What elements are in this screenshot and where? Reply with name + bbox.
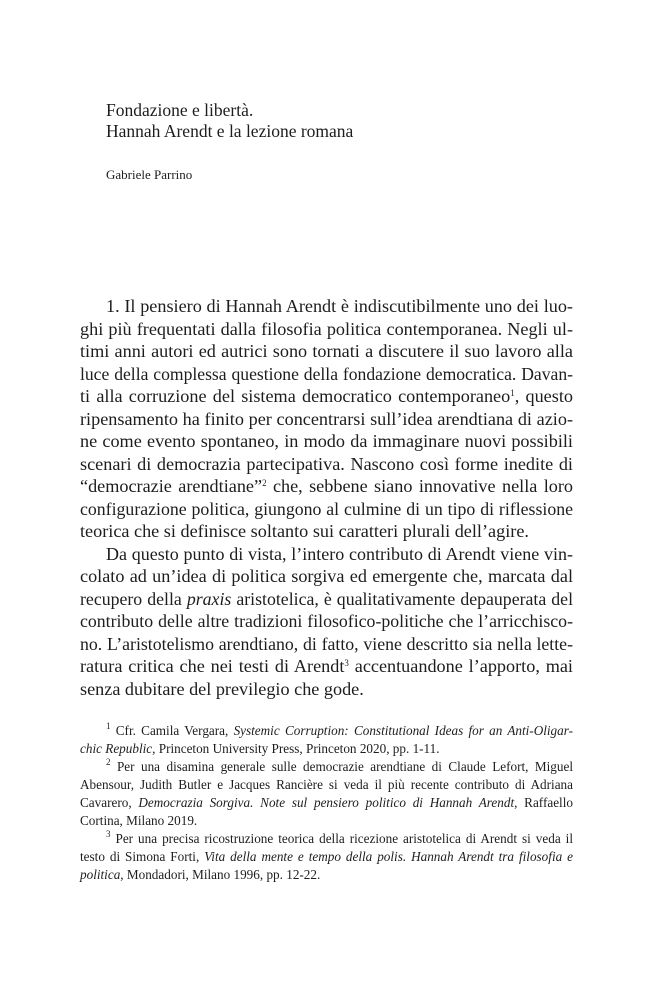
footnote-2-cont: Cavarero, Democrazia Sorgiva. Note sul pensiero politico di Hannah Arendt, Raffaello bbox=[80, 795, 573, 810]
body-line: scenari di democrazia partecipativa. Nascono così forme inedite di bbox=[80, 453, 573, 474]
article-body bbox=[80, 295, 573, 700]
footnote-2: $^2$ Per una disamina generale sulle democrazie arendtiane di Claude Lefort, Miguel bbox=[106, 757, 573, 774]
footnote-3-cont: testo di Simona Forti, Vita della mente e tempo della polis. Hannah Arendt tra filosofia e bbox=[80, 849, 573, 864]
footnote-ref-2[interactable]: 2 bbox=[262, 478, 267, 488]
body-line: ripensamento ha finito per concentrarsi sull’idea arendtiana di azio- bbox=[80, 408, 573, 429]
footnote-1-cont: chic Republic, Princeton University Press, Princeton 2020, pp. 1-11. bbox=[80, 741, 440, 756]
footnote-1: $^1$ Cfr. Camila Vergara, Systemic Corruption: Constitutional Ideas for an Anti-Oligar- bbox=[106, 721, 573, 738]
body-line: recupero della praxis aristotelica, è qualitativamente depauperata del bbox=[80, 588, 574, 609]
body-line: “democrazie arendtiane”$^2$ che, sebbene siano innovative nella loro bbox=[80, 476, 573, 496]
footnote-2-cont: Abensour, Judith Butler e Jacques Rancière si veda il più recente contributo di Adriana bbox=[80, 777, 573, 792]
body-line: Da questo punto di vista, l’intero contributo di Arendt viene vin- bbox=[106, 543, 573, 564]
body-line: configurazione politica, giungono al culmine di un tipo di riflessione bbox=[80, 498, 573, 519]
title-line-2: Hannah Arendt e la lezione romana bbox=[106, 121, 354, 141]
body-line: ghi più frequentati dalla filosofia politica contemporanea. Negli ul- bbox=[80, 318, 573, 339]
body-line: ne come evento spontaneo, in modo da immaginare nuovi possibili bbox=[80, 431, 573, 451]
footnote-3-cont: politica, Mondadori, Milano 1996, pp. 12-22. bbox=[80, 867, 321, 882]
author-name: Gabriele Parrino bbox=[106, 167, 193, 182]
body-line: senza dubitare del previlegio che gode. bbox=[80, 678, 364, 699]
footnote-2-cont: Cortina, Milano 2019. bbox=[80, 813, 198, 828]
body-line: timi anni autori ed autrici sono tornati a discutere il suo lavoro alla bbox=[80, 341, 573, 361]
article-title bbox=[106, 100, 353, 142]
footnotes bbox=[80, 722, 573, 884]
footnote-ref-1[interactable]: 1 bbox=[510, 388, 515, 398]
footnote-3: $^3$ Per una precisa ricostruzione teorica della ricezione aristotelica di Arendt si veda il bbox=[106, 829, 573, 846]
body-line: 1. Il pensiero di Hannah Arendt è indiscutibilmente uno dei luo- bbox=[106, 296, 573, 316]
body-line: teorica che si definisce soltanto sui caratteri plurali dell’agire. bbox=[80, 521, 529, 541]
body-line: contributo delle altre tradizioni filosofico-politiche che l’arricchisco- bbox=[80, 611, 573, 631]
footnote-ref-3[interactable]: 3 bbox=[344, 658, 349, 668]
title-line-1: Fondazione e libertà. bbox=[106, 100, 254, 120]
body-line: ti alla corruzione del sistema democratico contemporaneo$^1$, questo bbox=[80, 386, 573, 406]
body-line: ratura critica che nei testi di Arendt$^3$ accentuandone l’apporto, mai bbox=[80, 656, 573, 676]
body-line: no. L’aristotelismo arendtiano, di fatto, viene descritto sia nella lette- bbox=[80, 633, 573, 654]
body-line: luce della complessa questione della fondazione democratica. Davan- bbox=[80, 363, 573, 384]
body-line: colato ad un’idea di politica sorgiva ed emergente che, marcata dal bbox=[80, 566, 573, 586]
